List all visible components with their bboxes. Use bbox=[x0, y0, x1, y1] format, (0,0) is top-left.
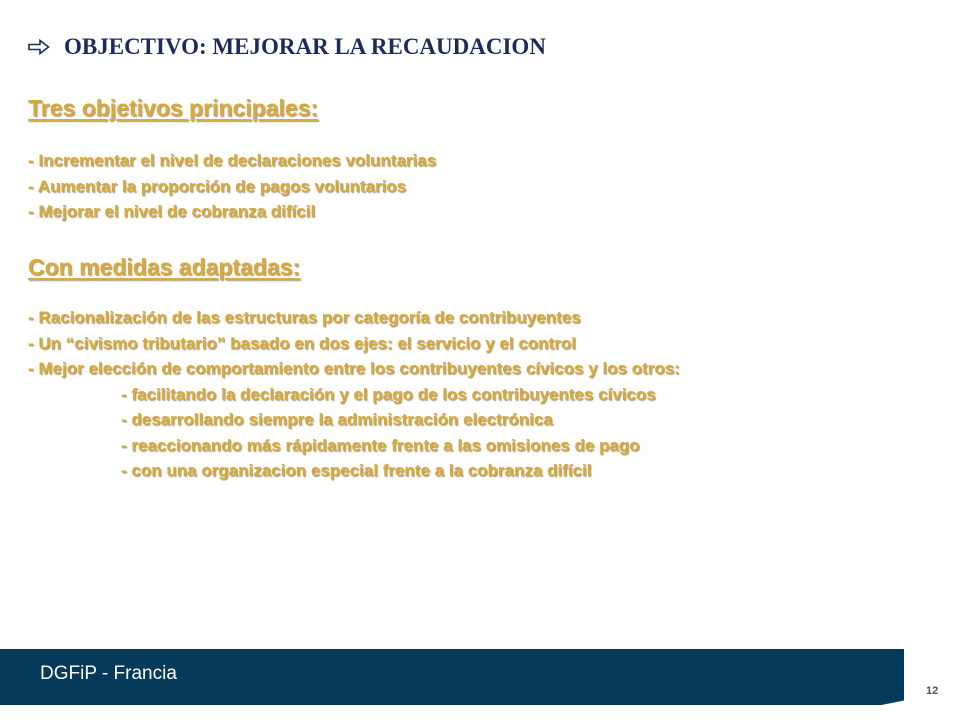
list-item: - Mejor elección de comportamiento entre los contribuyentes cívicos y los otros: bbox=[28, 359, 680, 378]
sub-list-item: - reaccionando más rápidamente frente a las omisiones de pago bbox=[121, 435, 640, 455]
sub-list-item: - desarrollando siempre la administración electrónica bbox=[121, 410, 553, 429]
footer-label: DGFiP - Francia bbox=[40, 663, 177, 684]
section-heading-objectives: Tres objetivos principales: bbox=[28, 95, 319, 121]
list-item: - Aumentar la proporción de pagos voluntarios bbox=[28, 176, 407, 196]
objectives-list bbox=[28, 148, 436, 225]
slide-title-text: OBJECTIVO: MEJORAR LA RECAUDACION bbox=[64, 34, 546, 59]
section-heading-measures: Con medidas adaptadas: bbox=[28, 254, 301, 280]
list-item: - Mejorar el nivel de cobranza difícil bbox=[28, 202, 316, 221]
page-number: 12 bbox=[926, 685, 939, 697]
list-item: - Racionalización de las estructuras por categoría de contribuyentes bbox=[28, 308, 581, 327]
slide-title bbox=[28, 30, 546, 64]
list-item: - Incrementar el nivel de declaraciones voluntarias bbox=[28, 151, 437, 170]
sub-list-item: - con una organizacion especial frente a la cobranza difícil bbox=[121, 461, 592, 480]
measures-list bbox=[28, 305, 680, 484]
sub-list-item: - facilitando la declaración y el pago de los contribuyentes cívicos bbox=[121, 384, 656, 404]
list-item: - Un “civismo tributario” basado en dos ejes: el servicio y el control bbox=[28, 333, 576, 353]
arrow-right-icon bbox=[28, 39, 50, 55]
